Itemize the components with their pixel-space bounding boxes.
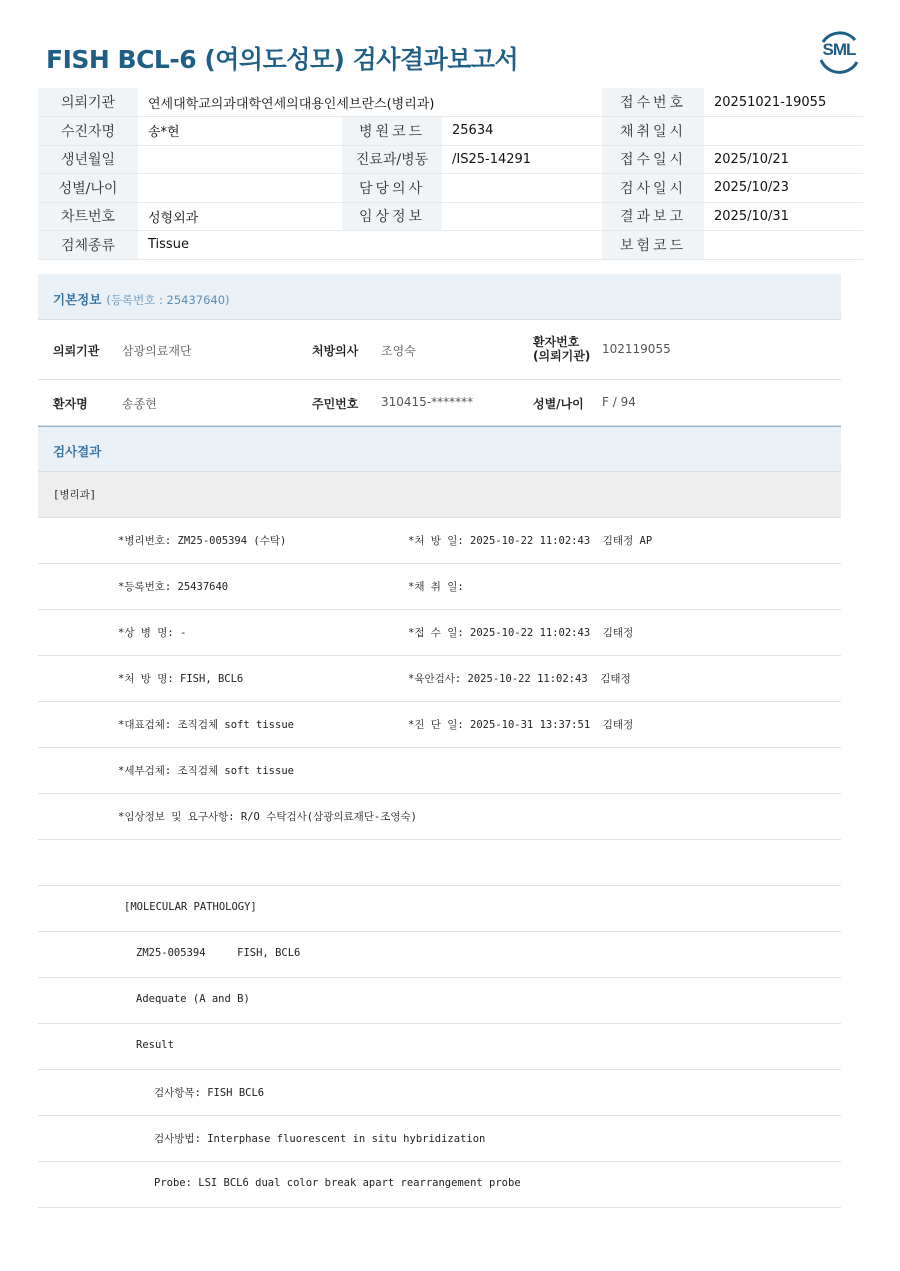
result-left-text: Adequate (A and B): [136, 993, 250, 1005]
result-left-text: 검사항목: FISH BCL6: [154, 1087, 265, 1099]
header-value: [704, 231, 863, 260]
result-row: [38, 794, 841, 840]
header-label: 차트번호: [38, 202, 138, 231]
label-patient-number: [533, 335, 590, 363]
result-left-text: *등록번호: 25437640: [118, 581, 229, 593]
header-label: 진료과/병동: [342, 145, 442, 174]
header-value: Tissue: [138, 231, 602, 260]
result-row: [38, 564, 841, 610]
result-left-text: *병리번호: ZM25-005394 (수탁): [118, 535, 287, 547]
header-table: [38, 88, 863, 260]
header-value: 성형외과: [138, 202, 342, 231]
header-label: 담당의사: [342, 174, 442, 203]
value-patient-number: 102119055: [602, 342, 671, 356]
result-right-text: *진 단 일: 2025-10-31 13:37:51 김태정: [408, 719, 634, 731]
dept-row: [38, 472, 841, 518]
result-title: 검사결과: [53, 444, 102, 459]
header-label: 접수번호: [602, 88, 704, 117]
basic-info-row-1: [38, 320, 841, 380]
header-label: 보험코드: [602, 231, 704, 260]
sml-logo: [815, 28, 863, 76]
result-row: [38, 1116, 841, 1162]
result-left-text: ZM25-005394 FISH, BCL6: [136, 947, 301, 959]
result-row: [38, 656, 841, 702]
value-requester: 삼광의료재단: [122, 344, 192, 358]
header-label: 성별/나이: [38, 174, 138, 203]
result-row: [38, 978, 841, 1024]
label-patient-name: 환자명: [53, 397, 88, 411]
result-left-text: *대표검체: 조직검체 soft tissue: [118, 719, 294, 731]
result-left-text: Result: [136, 1039, 174, 1051]
dept-label: [병리과]: [53, 489, 97, 501]
result-right-text: *채 취 일:: [408, 581, 464, 593]
result-row: [38, 748, 841, 794]
header-value: [442, 174, 602, 203]
header-label: 검사일시: [602, 174, 704, 203]
header-label: 생년월일: [38, 145, 138, 174]
header-label: 채취일시: [602, 117, 704, 146]
label-sex-age: 성별/나이: [533, 397, 584, 411]
result-row: [38, 886, 841, 932]
header-value: 송*현: [138, 117, 342, 146]
result-left-text: Probe: LSI BCL6 dual color break apart rearrangement probe: [154, 1177, 521, 1189]
basic-info-title: 기본정보: [53, 292, 102, 307]
header-label: 임상정보: [342, 202, 442, 231]
logo-text: SML: [822, 40, 856, 59]
header-value: 25634: [442, 117, 602, 146]
basic-info-row-2: [38, 380, 841, 426]
header-label: 접수일시: [602, 145, 704, 174]
header-value: 2025/10/23: [704, 174, 863, 203]
value-physician: 조영숙: [381, 344, 416, 358]
label-physician: 처방의사: [312, 344, 359, 358]
header-row: [38, 174, 863, 203]
result-row: [38, 702, 841, 748]
result-row: [38, 932, 841, 978]
result-row: [38, 1024, 841, 1070]
result-left-text: 검사방법: Interphase fluorescent in situ hybridization: [154, 1133, 486, 1145]
result-header: [38, 426, 841, 472]
result-right-text: *처 방 일: 2025-10-22 11:02:43 김태정 AP: [408, 535, 653, 547]
header-row: [38, 202, 863, 231]
registration-number: (등록번호 : 25437640): [106, 293, 230, 307]
header-row: [38, 117, 863, 146]
header-value: [138, 174, 342, 203]
header-row: [38, 231, 863, 260]
header-value: 연세대학교의과대학연세의대용인세브란스(병리과): [138, 88, 602, 117]
result-row: [38, 840, 841, 886]
result-row: [38, 1162, 841, 1208]
result-right-text: *육안검사: 2025-10-22 11:02:43 김태정: [408, 673, 631, 685]
header-label: 병원코드: [342, 117, 442, 146]
header-value: 2025/10/31: [704, 202, 863, 231]
basic-info-header: [38, 274, 841, 320]
result-row: [38, 518, 841, 564]
header-label: 의뢰기관: [38, 88, 138, 117]
header-value: 2025/10/21: [704, 145, 863, 174]
result-left-text: *세부검체: 조직검체 soft tissue: [118, 765, 294, 777]
header-value: [442, 202, 602, 231]
header-value: /IS25-14291: [442, 145, 602, 174]
header-value: [138, 145, 342, 174]
value-patient-name: 송종현: [122, 397, 157, 411]
result-left-text: *상 병 명: -: [118, 627, 187, 639]
label-requester: 의뢰기관: [53, 344, 100, 358]
header-row: [38, 88, 863, 117]
label-patient-number-line2: (의뢰기관): [533, 349, 591, 363]
label-resident-number: 주민번호: [312, 397, 359, 411]
header-label: 검체종류: [38, 231, 138, 260]
result-row: [38, 1070, 841, 1116]
header-row: [38, 145, 863, 174]
result-left-text: [MOLECULAR PATHOLOGY]: [124, 901, 257, 913]
header-label: 결과보고: [602, 202, 704, 231]
value-sex-age: F / 94: [602, 395, 636, 409]
result-right-text: *접 수 일: 2025-10-22 11:02:43 김태정: [408, 627, 634, 639]
report-title: FISH BCL-6 (여의도성모) 검사결과보고서: [46, 45, 519, 74]
result-left-text: *임상정보 및 요구사항: R/O 수탁검사(삼광의료재단-조영숙): [118, 811, 418, 823]
header-label: 수진자명: [38, 117, 138, 146]
result-left-text: *처 방 명: FISH, BCL6: [118, 673, 244, 685]
header-value: [704, 117, 863, 146]
header-value: 20251021-19055: [704, 88, 863, 117]
result-row: [38, 610, 841, 656]
label-patient-number-line1: 환자번호: [533, 335, 580, 349]
value-resident-number: 310415-*******: [381, 395, 474, 409]
